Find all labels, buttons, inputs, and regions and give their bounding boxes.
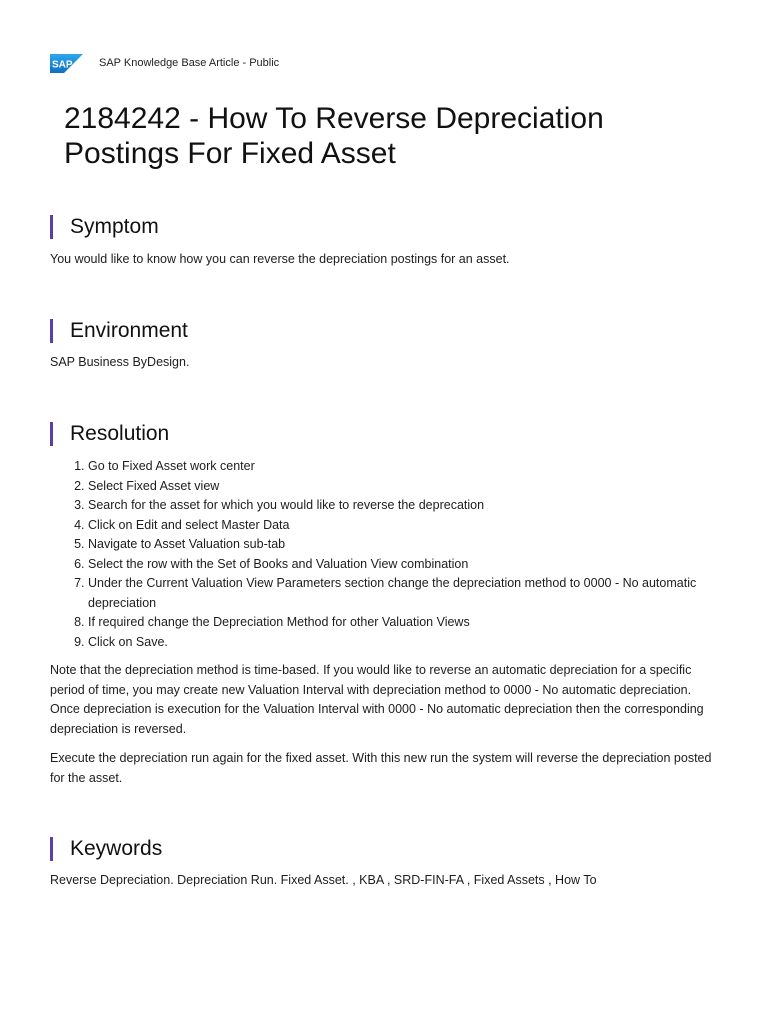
list-item: 2. Select Fixed Asset view xyxy=(88,477,728,497)
section-resolution xyxy=(50,420,169,448)
section-accent-bar xyxy=(50,422,53,446)
list-item: 9. Click on Save. xyxy=(88,633,728,653)
keywords-text: Reverse Depreciation. Depreciation Run. Fixed Asset. , KBA , SRD-FIN-FA , Fixed Assets , How To xyxy=(50,873,597,887)
section-heading-symptom: Symptom xyxy=(70,215,159,238)
list-item: 4. Click on Edit and select Master Data xyxy=(88,516,728,536)
resolution-steps xyxy=(50,457,728,652)
sap-logo-text: SAP xyxy=(52,59,73,70)
section-accent-bar xyxy=(50,837,53,861)
section-environment xyxy=(50,317,188,345)
page-title: 2184242 - How To Reverse Depreciation Postings For Fixed Asset xyxy=(64,102,604,170)
list-item: 1. Go to Fixed Asset work center xyxy=(88,457,728,477)
resolution-note: Note that the depreciation method is time-based. If you would like to reverse an automatic depreciation for a specific period of time, you may create new Valuation Interval with depreciation method to 0000 - No automatic depreciation. Once depreciation is execution for the Valuation Interval with 0000 - No automatic depreciation then the corresponding depreciation is reversed. xyxy=(50,663,704,736)
section-accent-bar xyxy=(50,215,53,239)
article-header xyxy=(50,53,279,73)
section-accent-bar xyxy=(50,319,53,343)
environment-text: SAP Business ByDesign. xyxy=(50,355,190,369)
sap-logo xyxy=(50,54,83,73)
list-item: 6. Select the row with the Set of Books and Valuation View combination xyxy=(88,555,728,575)
section-heading-environment: Environment xyxy=(70,319,188,342)
section-heading-resolution: Resolution xyxy=(70,422,170,445)
header-label: SAP Knowledge Base Article - Public xyxy=(99,57,280,69)
section-keywords xyxy=(50,835,162,863)
list-item: 8. If required change the Depreciation Method for other Valuation Views xyxy=(88,613,728,633)
symptom-text: You would like to know how you can reverse the depreciation postings for an asset. xyxy=(50,252,510,266)
section-symptom xyxy=(50,213,159,241)
list-item: 7. Under the Current Valuation View Parameters section change the depreciation method to 0000 - No automatic depreciation xyxy=(88,574,728,613)
list-item: 5. Navigate to Asset Valuation sub-tab xyxy=(88,535,728,555)
list-item: 3. Search for the asset for which you would like to reverse the deprecation xyxy=(88,496,728,516)
resolution-execute: Execute the depreciation run again for the fixed asset. With this new run the system will reverse the depreciation posted for the asset. xyxy=(50,751,712,785)
section-heading-keywords: Keywords xyxy=(70,837,163,860)
